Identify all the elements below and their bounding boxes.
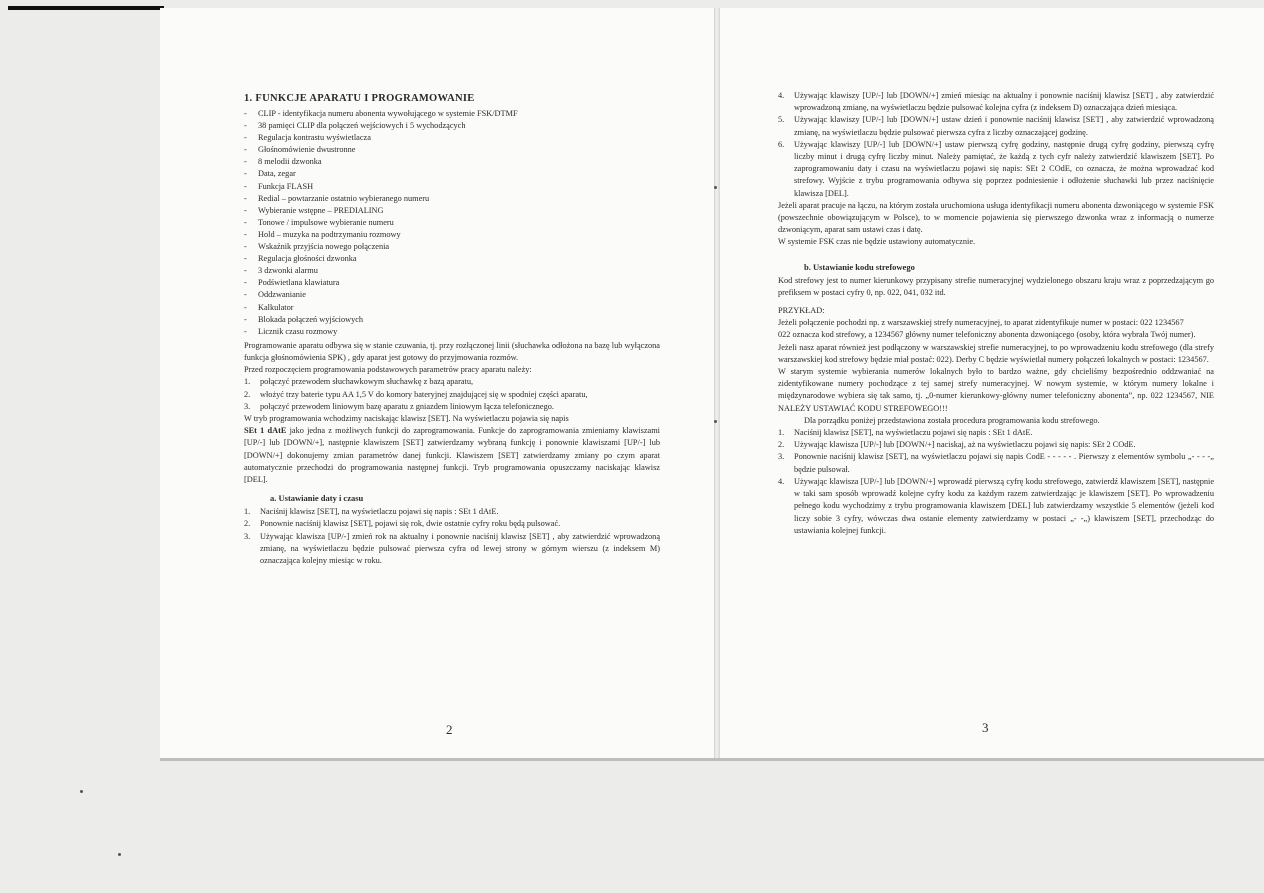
- step-item: [778, 476, 1214, 537]
- feature-item: - 3 dzwonki alarmu: [244, 265, 660, 277]
- scan-speck: [80, 790, 83, 793]
- preparation-intro: Przed rozpoczęciem programowania podstawowych parametrów pracy aparatu należy:: [244, 365, 532, 375]
- example-paragraph-1: Jeżeli połączenie pochodzi np. z warszawskiej strefy numeracyjnej, to aparat zidentyfikuje numer w postaci: 022 1234567: [778, 318, 1184, 328]
- step-item: [778, 90, 1214, 114]
- subheading-area-code: b. Ustawianie kodu strefowego: [804, 261, 915, 272]
- step-number: 1.: [778, 428, 785, 438]
- step-number: 1.: [244, 507, 251, 517]
- feature-item: - Podświetlana klawiatura: [244, 277, 660, 289]
- step-number: 4.: [778, 91, 785, 100]
- step-text: Naciśnij klawisz [SET], na wyświetlaczu pojawi się napis : SEt 1 dAtE.: [794, 428, 1033, 438]
- step-item: [244, 376, 660, 388]
- step-number: 3.: [244, 401, 251, 411]
- page-number-right: 3: [982, 720, 989, 735]
- step-text: Ponownie naciśnij klawisz [SET], na wyświetlaczu pojawi się napis CodE - - - - - . Pierwszy z elementów symbolu „- - - -„ będzie pulsował.: [794, 452, 1214, 474]
- feature-item: - Oddzwanianie: [244, 289, 660, 301]
- feature-item: - Blokada połączeń wyjściowych: [244, 314, 660, 326]
- area-code-steps: [778, 427, 1214, 537]
- step-text: Używając klawisza [UP/-] zmień rok na aktualny i ponownie naciśnij klawisz [SET] , aby zatwierdzić wprowadzoną zmianę, na wyświetlaczu będzie pulsować pierwsza cyfra od lewej strony w górnym wierszu (z indeksem M) oznaczająca kolejny miesiąc w roku.: [260, 531, 660, 566]
- step-item: [244, 531, 660, 568]
- step-item: [244, 518, 660, 530]
- subheading-date-time: a. Ustawianie daty i czasu: [270, 493, 364, 504]
- step-text: Używając klawisza [UP/-] lub [DOWN/+] naciskaj, aż na wyświetlaczu pojawi się napis: SEt 2 COdE.: [794, 440, 1136, 450]
- right-page: [720, 8, 1264, 760]
- step-number: 5.: [778, 115, 785, 125]
- programming-intro: Programowanie aparatu odbywa się w stanie czuwania, tj. przy rozłączonej linii (słuchawka odłożona na bazę lub wyłączona funkcja głośnomówienia SPK) , gdy aparat jest gotowy do przyjmowania rozmów.: [244, 340, 660, 362]
- feature-item: - Licznik czasu rozmowy: [244, 326, 660, 338]
- preparation-steps: [244, 376, 660, 413]
- scan-speck: [714, 420, 717, 423]
- step-text: Używając klawiszy [UP/-] lub [DOWN/+] ustaw pierwszą cyfrę godziny, następnie drugą cyfrę godziny, pierwszą cyfrę liczby minut i drugą cyfrę liczby minut. Należy pamiętać, że każdą z tych cyfr należy zatwierdzić klawiszem [SET]. Po zaprogramowaniu daty i czasu na wyświetlaczu pojawi się napis: SEt 2 COdE, co oznacza, że można wprowadzać kod strefowy. Wyjście z trybu programowania odbywa się poprzez podniesienie i odłożenie słuchawki lub przez naciśnięcie klawisza [DEL].: [794, 139, 1214, 198]
- feature-item: - Kalkulator: [244, 302, 660, 314]
- feature-item: - CLIP - identyfikacja numeru abonenta wywołującego w systemie FSK/DTMF: [244, 108, 660, 120]
- feature-item: - Głośnomówienie dwustronne: [244, 144, 660, 156]
- step-text: Używając klawiszy [UP/-] lub [DOWN/+] ustaw dzień i ponownie naciśnij klawisz [SET] , aby zatwierdzić wprowadzoną zmianę, na wyświetlaczu będzie pulsować pierwsza cyfra z liczby oznaczającej godzinę.: [794, 115, 1214, 137]
- example-label: PRZYKŁAD:: [778, 306, 825, 316]
- section-heading: 1. FUNKCJE APARATU I PROGRAMOWANIE: [244, 93, 475, 104]
- display-code: SEt 1 dAtE: [244, 426, 287, 436]
- step-item: [778, 427, 1214, 439]
- feature-item: - Hold – muzyka na podtrzymaniu rozmowy: [244, 229, 660, 241]
- step-text: włożyć trzy baterie typu AA 1,5 V do komory bateryjnej znajdującej się w spodniej części aparatu,: [260, 389, 588, 399]
- step-text: Naciśnij klawisz [SET], na wyświetlaczu pojawi się napis : SEt 1 dAtE.: [260, 507, 499, 517]
- step-text: Używając klawisza [UP/-] lub [DOWN/+] wprowadź pierwszą cyfrę kodu strefowego, zatwierdź klawiszem [SET], następnie w taki sam sposób wprowadź kolejne cyfry kodu za każdym razem zatwierdzając je klawiszem [SET]. Po wprowadzeniu pełnego kodu wychodzimy z trybu programowania klawiszem [DEL] lub zatwierdzamy wszystkie 5 elementów (jeżeli kod liczy sobie 3 cyfry, wówczas dwa ostanie elementy zatwierdzamy w postaci „- -„) klawiszem [SET], przechodząc do ustawiania kolejnej funkcji.: [794, 476, 1214, 535]
- programming-mode-text: W tryb programowania wchodzimy naciskając klawisz [SET]. Na wyświetlaczu pojawia się napis: [244, 414, 569, 423]
- step-number: 2.: [778, 440, 785, 450]
- feature-item: - 38 pamięci CLIP dla połączeń wejściowych i 5 wychodzących: [244, 120, 660, 132]
- feature-item: - Regulacja kontrastu wyświetlacza: [244, 132, 660, 144]
- feature-item: - Regulacja głośności dzwonka: [244, 253, 660, 265]
- right-page-content: [778, 90, 1214, 537]
- features-list: [244, 108, 660, 338]
- scan-speck: [714, 186, 717, 189]
- date-time-steps: [244, 506, 660, 567]
- scan-edge-bar: [8, 6, 164, 10]
- page-bottom-edge: [160, 758, 1264, 761]
- left-page-content: [244, 92, 660, 567]
- step-text: Ponownie naciśnij klawisz [SET], pojawi się rok, dwie ostatnie cyfry roku będą pulsować.: [260, 519, 561, 529]
- feature-item: - Wybieranie wstępne – PREDIALING: [244, 205, 660, 217]
- step-item: [778, 114, 1214, 138]
- example-paragraph-4: W starym systemie wybierania numerów lokalnych było to bardzo ważne, gdy chcieliśmy bezpośrednio oddzwaniać na zidentyfikowane numery pochodzące z tej samej strefy numeracyjnej. W nowym systemie, w którym numery lokalne i międzynarodowe wybiera się tak samo, tj. „0-numer kierunkowy-główny numer telefoniczny abonenta”, np. 022 1234567, NIE NALEŻY USTAWIAĆ KODU STREFOWEGO!!!: [778, 367, 1214, 413]
- step-item: [244, 506, 660, 518]
- step-text: połączyć przewodem słuchawkowym słuchawkę z bazą aparatu,: [260, 377, 474, 387]
- programming-mode-text2: jako jedna z możliwych funkcji do zaprogramowania. Funkcje do zaprogramowania zmieniamy klawiszami [UP/-] lub [DOWN/+], następnie klawiszem [SET] zatwierdzamy wybraną funkcję i ponownie klawiszami [UP/-] lub [DOWN/+] dokonujemy zmian parametrów danej funkcji. Klawiszem [SET] zatwierdzamy zmiany po czym aparat automatycznie przechodzi do programowania następnej funkcji. Tryb programowania opuszczamy naciskając klawisz [DEL].: [244, 426, 660, 485]
- page-number-left: 2: [446, 722, 453, 737]
- step-number: 2.: [244, 519, 251, 529]
- step-item: [778, 439, 1214, 451]
- feature-item: - Tonowe / impulsowe wybieranie numeru: [244, 217, 660, 229]
- step-text: połączyć przewodem liniowym bazę aparatu z gniazdem liniowym łącza telefonicznego.: [260, 401, 554, 411]
- step-item: [244, 389, 660, 401]
- feature-item: - Funkcja FLASH: [244, 181, 660, 193]
- fsk-note: Jeżeli aparat pracuje na łączu, na którym została uruchomiona usługa identyfikacji numeru abonenta dzwoniącego w systemie FSK (powszechnie obowiązującym w Polsce), to w momencie pojawienia się pierwszego dzwonka wraz z informacją o numerze dzwoniącym, aparat sam ustawi czas i datę.: [778, 200, 1214, 235]
- feature-item: - Wskaźnik przyjścia nowego połączenia: [244, 241, 660, 253]
- scan-speck: [118, 853, 121, 856]
- step-item: [244, 401, 660, 413]
- feature-item: - Data, zegar: [244, 168, 660, 180]
- step-item: [778, 451, 1214, 475]
- step-number: 2.: [244, 389, 251, 399]
- step-number: 3.: [778, 452, 785, 462]
- example-paragraph-3: Jeżeli nasz aparat również jest podłączony w warszawskiej strefie numeracyjnej, to po wprowadzeniu kodu strefowego (dla strefy warszawskiej kod strefowy będzie miał postać: 022). Derby C będzie wyświetlał numery połączeń lokalnych w postaci: 1234567.: [778, 342, 1214, 364]
- fsk-note-2: W systemie FSK czas nie będzie ustawiony automatycznie.: [778, 237, 976, 247]
- step-number: 1.: [244, 377, 251, 387]
- example-paragraph-2: 022 oznacza kod strefowy, a 1234567 główny numer telefoniczny abonenta dzwoniącego (osoby, która wybrała Twój numer).: [778, 330, 1196, 340]
- procedure-intro: Dla porządku poniżej przedstawiona została procedura programowania kodu strefowego.: [804, 415, 1100, 425]
- left-page: [160, 8, 716, 760]
- step-number: 4.: [778, 476, 785, 486]
- step-number: 6.: [778, 139, 785, 149]
- programming-mode-details: [244, 425, 660, 486]
- date-time-steps-continued: [778, 90, 1214, 200]
- feature-item: - 8 melodii dzwonka: [244, 156, 660, 168]
- step-item: [778, 139, 1214, 200]
- area-code-intro: Kod strefowy jest to numer kierunkowy przypisany strefie numeracyjnej wydzielonego obszaru kraju wraz z poprzedzającym go prefiksem w postaci cyfry 0, np. 022, 041, 032 itd.: [778, 275, 1214, 297]
- feature-item: - Redial – powtarzanie ostatnio wybieranego numeru: [244, 193, 660, 205]
- step-number: 3.: [244, 531, 251, 541]
- step-text: Używając klawiszy [UP/-] lub [DOWN/+] zmień miesiąc na aktualny i ponownie naciśnij klawisz [SET] , aby zatwierdzić wprowadzoną zmianę, na wyświetlaczu będzie pulsować kolejna cyfra (z indeksem D) oznaczająca dzień miesiąca.: [794, 91, 1214, 113]
